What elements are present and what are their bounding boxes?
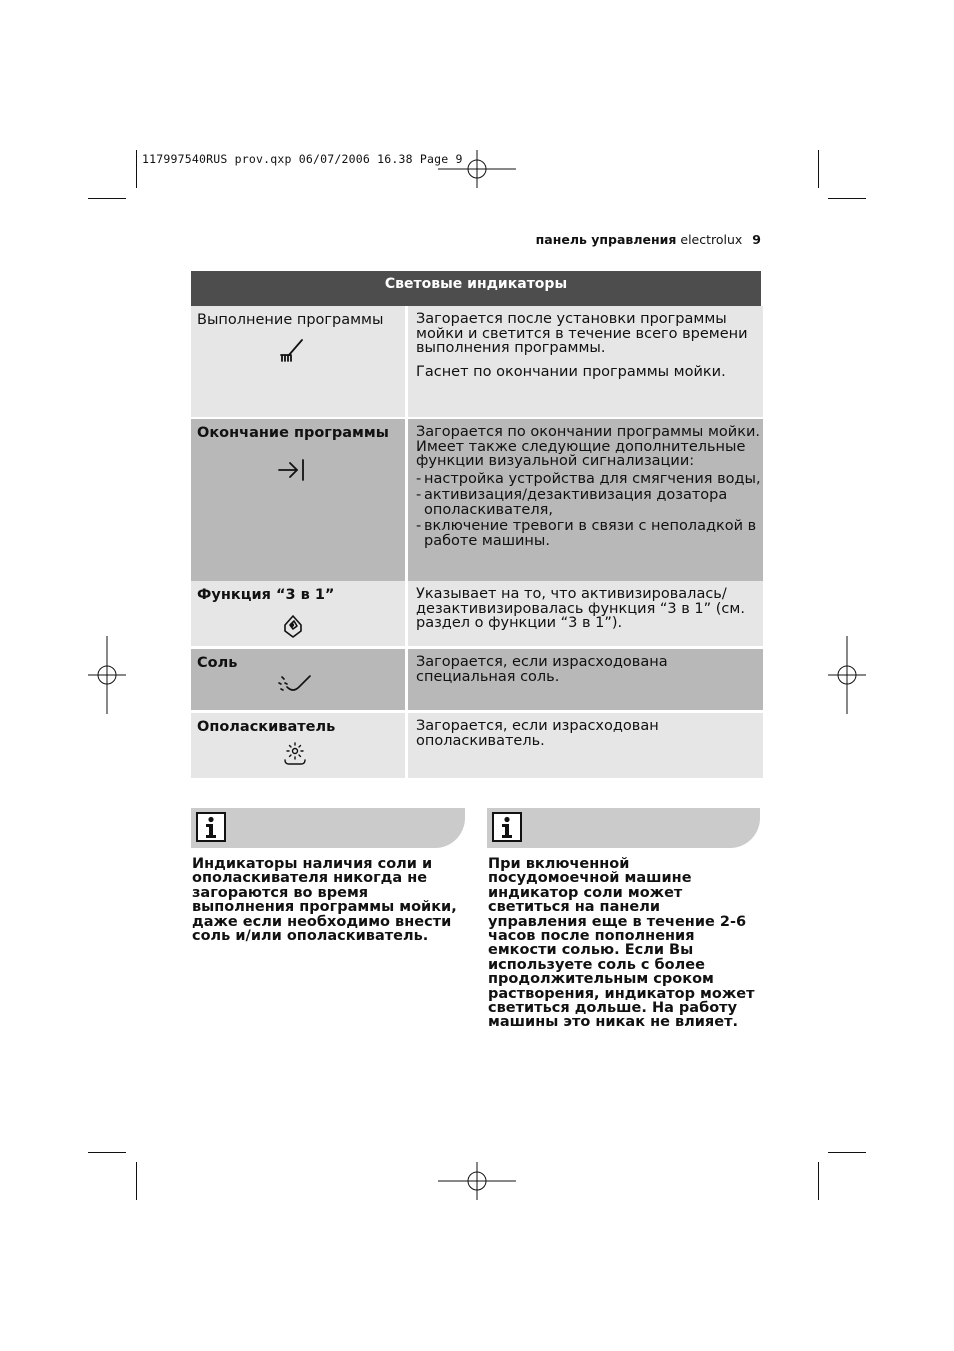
salt-icon (277, 673, 313, 695)
description-paragraph: Указывает на то, что активизировалась/дезактивизировалась функция “3 в 1” (см. раздел о функции “3 в 1”). (416, 586, 745, 631)
indicator-name: Ополаскиватель (197, 719, 336, 735)
indicator-name: Выполнение программы (197, 312, 384, 328)
arrow-to-bar-icon (277, 459, 307, 481)
rinse-aid-icon (281, 741, 309, 767)
table-row (191, 713, 763, 778)
indicator-description (416, 312, 761, 388)
description-paragraph: Гаснет по окончании программы мойки. (416, 363, 726, 380)
list-item: - настройка устройства для смягчения воды, (416, 472, 761, 487)
function-list (416, 472, 761, 549)
table-row (191, 419, 763, 581)
info-icon (196, 812, 226, 842)
note-header (191, 808, 465, 848)
table-row (191, 581, 763, 646)
indicator-description (416, 425, 761, 550)
page-number: 9 (752, 232, 761, 247)
indicator-name: Окончание программы (197, 425, 389, 441)
note-header (487, 808, 760, 848)
description-paragraph: Загорается после установки программы мойки и светится в течение всего времени выполнения программы. (416, 311, 748, 356)
brand-name: electrolux (680, 232, 743, 247)
print-slug: 117997540RUS prov.qxp 06/07/2006 16.38 Page 9 (142, 152, 463, 166)
indicator-description (416, 587, 761, 640)
description-paragraph: Загорается, если израсходована специальная соль. (416, 654, 668, 685)
description-paragraph: Загорается по окончании программы мойки. Имеет также следующие дополнительные функции визуальной сигнализации: (416, 424, 760, 469)
list-item: - активизация/дезактивизация дозатора ополаскивателя, (416, 488, 761, 517)
table-title: Световые индикаторы (191, 271, 761, 306)
indicator-description (416, 655, 761, 693)
indicator-description (416, 719, 761, 757)
table-row (191, 649, 763, 710)
section-title: панель управления (535, 232, 677, 247)
info-icon (492, 812, 522, 842)
description-paragraph: Загорается, если израсходован ополаскиватель. (416, 718, 659, 749)
indicator-name: Функция “3 в 1” (197, 587, 335, 603)
indicator-name: Соль (197, 655, 238, 671)
note-text: При включенной посудомоечной машине индикатор соли может светиться на панели управления еще в течение 2-6 часов после пополнения емкости солью. Если Вы используете соль с более продолжительным сроком растворения, индикатор может светиться дольше. На работу машины это никак не влияет. (488, 856, 755, 1031)
note-text: Индикаторы наличия соли и ополаскивателя никогда не загораются во время выполнения программы мойки, даже если необходимо внести соль и/или ополаскиватель. (192, 856, 457, 945)
tablet-3in1-icon (281, 613, 305, 639)
list-item: - включение тревоги в связи с неполадкой в работе машины. (416, 519, 761, 548)
table-row (191, 306, 763, 417)
running-header (536, 232, 761, 247)
brush-icon (278, 338, 306, 366)
